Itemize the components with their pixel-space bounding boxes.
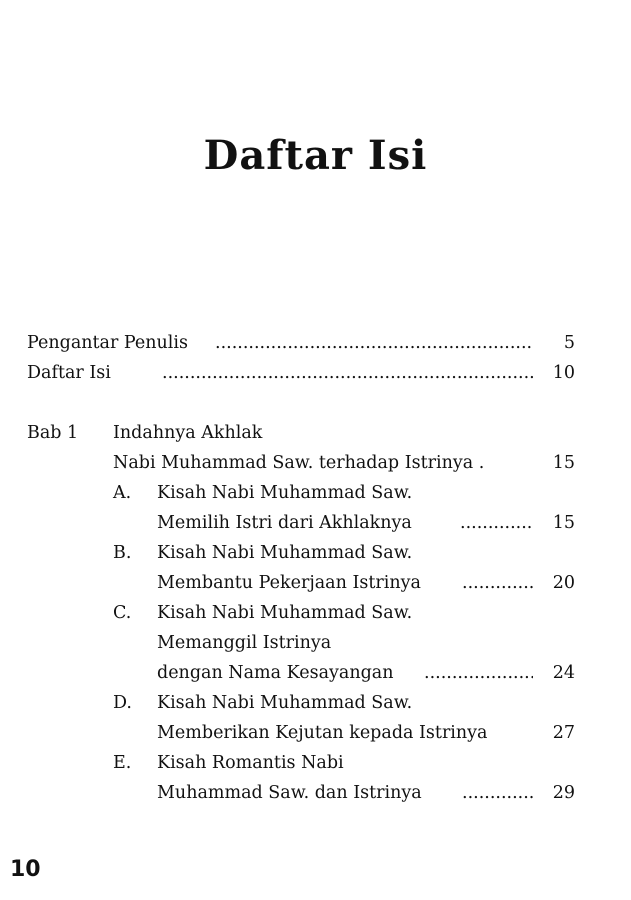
chapter-title-line2: Nabi Muhammad Saw. terhadap Istrinya . xyxy=(113,453,485,473)
toc-sub-d-line2[interactable] xyxy=(0,718,631,748)
toc-chapter-bab1-line2[interactable] xyxy=(0,448,631,478)
leader-dots xyxy=(460,508,533,538)
leader-dots xyxy=(424,658,533,688)
toc-sub-e-line2[interactable] xyxy=(0,778,631,808)
leader-dots xyxy=(215,328,533,358)
sub-title-line2: Muhammad Saw. dan Istrinya xyxy=(157,783,422,803)
sub-title-line2: Memanggil Istrinya xyxy=(157,633,332,653)
toc-entry-page: 5 xyxy=(563,333,575,353)
page-title: Daftar Isi xyxy=(203,132,428,179)
toc-sub-c[interactable] xyxy=(0,598,631,628)
leader-dots xyxy=(462,568,533,598)
toc-entry-page: 15 xyxy=(552,513,575,533)
sub-title-line3: dengan Nama Kesayangan xyxy=(157,663,394,683)
leader-dots xyxy=(162,358,533,388)
toc-entry-page: 29 xyxy=(552,783,575,803)
sub-title-line2: Membantu Pekerjaan Istrinya xyxy=(157,573,421,593)
toc-entry-pengantar[interactable] xyxy=(0,328,631,358)
toc-sub-a[interactable] xyxy=(0,478,631,508)
sub-title-line1: Kisah Nabi Muhammad Saw. xyxy=(157,693,413,713)
toc-entry-page: 24 xyxy=(552,663,575,683)
sub-title-line2: Memberikan Kejutan kepada Istrinya xyxy=(157,723,488,743)
toc-sub-a-line2[interactable] xyxy=(0,508,631,538)
toc-chapter-bab1[interactable] xyxy=(0,418,631,448)
toc-entry-page: 10 xyxy=(552,363,575,383)
toc-entry-page: 15 xyxy=(552,453,575,473)
chapter-title-line1: Indahnya Akhlak xyxy=(113,423,263,443)
toc-entry-label: Pengantar Penulis xyxy=(27,333,188,353)
sub-letter: C. xyxy=(113,603,132,623)
sub-letter: B. xyxy=(113,543,132,563)
sub-letter: E. xyxy=(113,753,132,773)
toc-sub-e[interactable] xyxy=(0,748,631,778)
toc-sub-c-line2[interactable] xyxy=(0,628,631,658)
toc-entry-page: 27 xyxy=(552,723,575,743)
toc-sub-c-line3[interactable] xyxy=(0,658,631,688)
toc-entry-page: 20 xyxy=(552,573,575,593)
page-number: 10 xyxy=(10,857,41,882)
toc-entry-daftar-isi[interactable] xyxy=(0,358,631,388)
toc-sub-b-line2[interactable] xyxy=(0,568,631,598)
chapter-label: Bab 1 xyxy=(27,423,79,443)
leader-dots xyxy=(462,778,533,808)
sub-title-line1: Kisah Nabi Muhammad Saw. xyxy=(157,483,413,503)
sub-letter: D. xyxy=(113,693,132,713)
sub-title-line1: Kisah Romantis Nabi xyxy=(157,753,344,773)
sub-title-line2: Memilih Istri dari Akhlaknya xyxy=(157,513,412,533)
toc-sub-b[interactable] xyxy=(0,538,631,568)
sub-title-line1: Kisah Nabi Muhammad Saw. xyxy=(157,543,413,563)
sub-title-line1: Kisah Nabi Muhammad Saw. xyxy=(157,603,413,623)
sub-letter: A. xyxy=(113,483,132,503)
toc-entry-label: Daftar Isi xyxy=(27,363,111,383)
toc-sub-d[interactable] xyxy=(0,688,631,718)
